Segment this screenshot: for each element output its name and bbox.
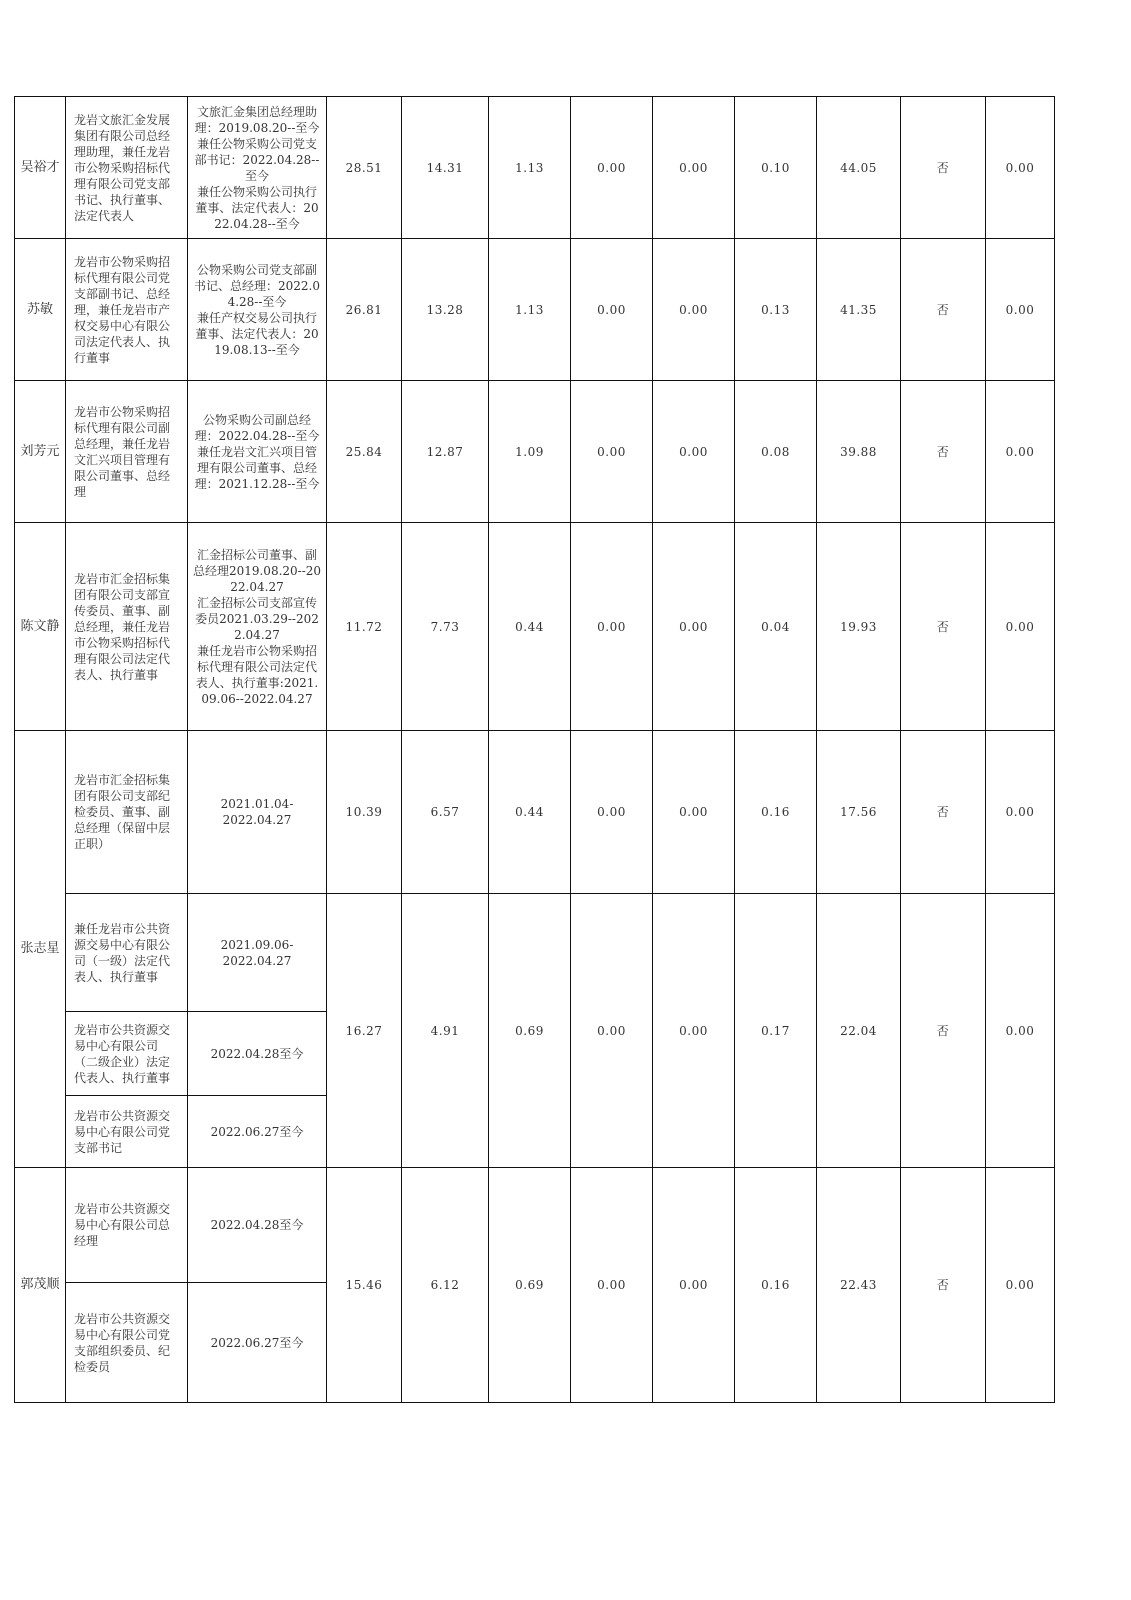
table-row — [15, 381, 1055, 523]
position-cell: 龙岩市公共资源交易中心有限公司党支部组织委员、纪检委员 — [66, 1283, 188, 1403]
term-cell: 2021.09.06- 2022.04.27 — [188, 894, 327, 1012]
value-cell: 14.31 — [402, 97, 489, 239]
value-cell: 13.28 — [402, 239, 489, 381]
value-cell: 0.00 — [986, 894, 1055, 1168]
term-cell: 2022.04.28至今 — [188, 1012, 327, 1096]
value-cell: 28.51 — [327, 97, 402, 239]
value-cell: 1.13 — [489, 97, 571, 239]
value-cell: 0.00 — [653, 731, 735, 894]
value-cell: 0.69 — [489, 894, 571, 1168]
value-cell: 0.00 — [986, 523, 1055, 731]
flag-cell: 否 — [901, 894, 986, 1168]
person-name: 张志星 — [15, 731, 66, 1168]
value-cell: 0.08 — [735, 381, 817, 523]
position-cell: 龙岩市汇金招标集团有限公司支部纪检委员、董事、副总经理（保留中层正职） — [66, 731, 188, 894]
value-cell: 0.00 — [653, 97, 735, 239]
position-cell: 龙岩市汇金招标集团有限公司支部宣传委员、董事、副总经理，兼任龙岩市公物采购招标代理有限公司法定代表人、执行董事 — [66, 523, 188, 731]
value-cell: 0.44 — [489, 731, 571, 894]
value-cell: 0.00 — [986, 239, 1055, 381]
table-row — [15, 523, 1055, 731]
value-cell: 0.00 — [571, 523, 653, 731]
value-cell: 0.00 — [571, 731, 653, 894]
table-row — [15, 97, 1055, 239]
total-cell: 39.88 — [817, 381, 901, 523]
flag-cell: 否 — [901, 1168, 986, 1403]
value-cell: 4.91 — [402, 894, 489, 1168]
flag-cell: 否 — [901, 97, 986, 239]
value-cell: 0.00 — [571, 894, 653, 1168]
value-cell: 0.00 — [653, 381, 735, 523]
value-cell: 0.00 — [986, 1168, 1055, 1403]
term-cell: 文旅汇金集团总经理助理：2019.08.20--至今 兼任公物采购公司党支部书记：2022.04.28--至今 兼任公物采购公司执行董事、法定代表人：2022.04.28--至今 — [188, 97, 327, 239]
person-name: 苏敏 — [15, 239, 66, 381]
value-cell: 0.10 — [735, 97, 817, 239]
person-name: 陈文静 — [15, 523, 66, 731]
value-cell: 0.00 — [986, 97, 1055, 239]
total-cell: 41.35 — [817, 239, 901, 381]
value-cell: 0.00 — [653, 1168, 735, 1403]
table-row — [15, 894, 1055, 1012]
value-cell: 0.16 — [735, 731, 817, 894]
position-cell: 龙岩市公物采购招标代理有限公司副总经理，兼任龙岩文汇兴项目管理有限公司董事、总经理 — [66, 381, 188, 523]
person-name: 吴裕才 — [15, 97, 66, 239]
position-cell: 龙岩市公物采购招标代理有限公司党支部副书记、总经理，兼任龙岩市产权交易中心有限公司法定代表人、执行董事 — [66, 239, 188, 381]
value-cell: 11.72 — [327, 523, 402, 731]
value-cell: 6.57 — [402, 731, 489, 894]
salary-table — [14, 96, 1055, 1403]
value-cell: 0.00 — [986, 731, 1055, 894]
flag-cell: 否 — [901, 523, 986, 731]
value-cell: 16.27 — [327, 894, 402, 1168]
flag-cell: 否 — [901, 381, 986, 523]
value-cell: 0.00 — [571, 239, 653, 381]
person-name: 郭茂顺 — [15, 1168, 66, 1403]
value-cell: 0.13 — [735, 239, 817, 381]
value-cell: 0.17 — [735, 894, 817, 1168]
value-cell: 0.44 — [489, 523, 571, 731]
value-cell: 12.87 — [402, 381, 489, 523]
value-cell: 0.00 — [653, 523, 735, 731]
term-cell: 2022.06.27至今 — [188, 1096, 327, 1168]
position-cell: 龙岩文旅汇金发展集团有限公司总经理助理，兼任龙岩市公物采购招标代理有限公司党支部书记、执行董事、法定代表人 — [66, 97, 188, 239]
value-cell: 0.00 — [571, 381, 653, 523]
position-cell: 龙岩市公共资源交易中心有限公司党支部书记 — [66, 1096, 188, 1168]
person-name: 刘芳元 — [15, 381, 66, 523]
flag-cell: 否 — [901, 239, 986, 381]
term-cell: 汇金招标公司董事、副总经理2019.08.20--2022.04.27 汇金招标公司支部宣传委员2021.03.29--2022.04.27 兼任龙岩市公物采购招标代理有限公司法定代表人、执行董事:2021.09.06--2022.04.27 — [188, 523, 327, 731]
value-cell: 15.46 — [327, 1168, 402, 1403]
table-row — [15, 239, 1055, 381]
position-cell: 龙岩市公共资源交易中心有限公司（二级企业）法定代表人、执行董事 — [66, 1012, 188, 1096]
term-cell: 2022.04.28至今 — [188, 1168, 327, 1283]
value-cell: 0.00 — [653, 239, 735, 381]
total-cell: 22.43 — [817, 1168, 901, 1403]
value-cell: 0.16 — [735, 1168, 817, 1403]
position-cell: 兼任龙岩市公共资源交易中心有限公司（一级）法定代表人、执行董事 — [66, 894, 188, 1012]
value-cell: 10.39 — [327, 731, 402, 894]
total-cell: 19.93 — [817, 523, 901, 731]
flag-cell: 否 — [901, 731, 986, 894]
total-cell: 22.04 — [817, 894, 901, 1168]
total-cell: 44.05 — [817, 97, 901, 239]
position-cell: 龙岩市公共资源交易中心有限公司总经理 — [66, 1168, 188, 1283]
value-cell: 26.81 — [327, 239, 402, 381]
value-cell: 0.69 — [489, 1168, 571, 1403]
value-cell: 1.13 — [489, 239, 571, 381]
value-cell: 0.04 — [735, 523, 817, 731]
term-cell: 公物采购公司党支部副书记、总经理：2022.04.28--至今 兼任产权交易公司执行董事、法定代表人：2019.08.13--至今 — [188, 239, 327, 381]
value-cell: 0.00 — [986, 381, 1055, 523]
term-cell: 2021.01.04- 2022.04.27 — [188, 731, 327, 894]
value-cell: 25.84 — [327, 381, 402, 523]
value-cell: 0.00 — [571, 97, 653, 239]
value-cell: 0.00 — [571, 1168, 653, 1403]
value-cell: 6.12 — [402, 1168, 489, 1403]
value-cell: 0.00 — [653, 894, 735, 1168]
term-cell: 2022.06.27至今 — [188, 1283, 327, 1403]
table-row — [15, 1168, 1055, 1283]
total-cell: 17.56 — [817, 731, 901, 894]
table-row — [15, 731, 1055, 894]
value-cell: 1.09 — [489, 381, 571, 523]
term-cell: 公物采购公司副总经理：2022.04.28--至今 兼任龙岩文汇兴项目管理有限公司董事、总经理：2021.12.28--至今 — [188, 381, 327, 523]
value-cell: 7.73 — [402, 523, 489, 731]
